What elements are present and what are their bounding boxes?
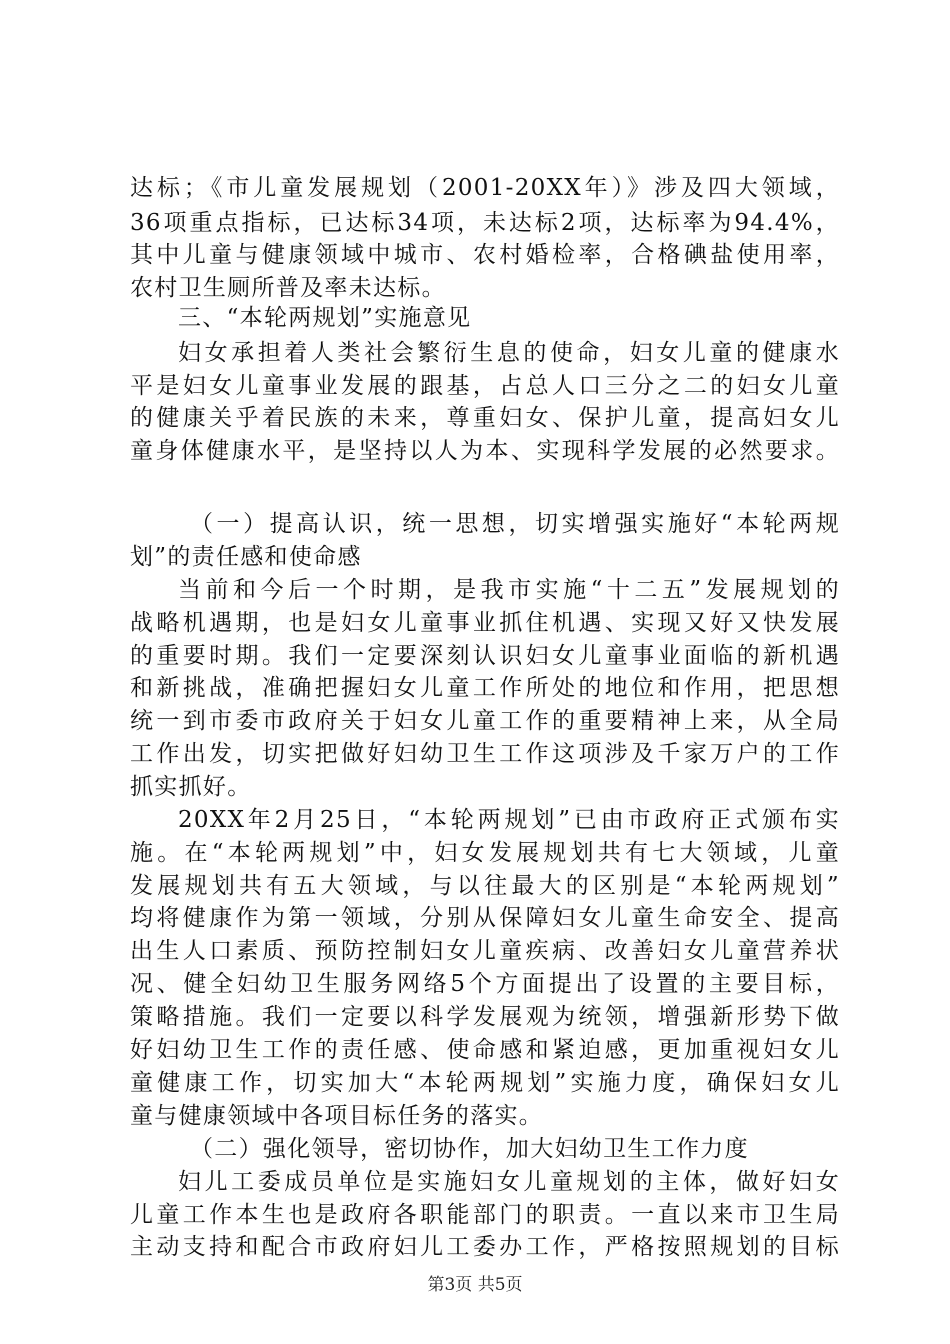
text-line: 儿童工作本生也是政府各职能部门的职责。一直以来市卫生局 (130, 1202, 840, 1228)
text-line: 36项重点指标，已达标34项，未达标2项，达标率为94.4%， (130, 210, 840, 236)
subsection-heading: （一）提高认识，统一思想，切实增强实施好“本轮两规 (190, 511, 840, 537)
text-line: 主动支持和配合市政府妇儿工委办工作，严格按照规划的目标 (130, 1234, 840, 1260)
page-number-footer: 第3页 共5页 (427, 1275, 523, 1295)
text-line: 抓实抓好。 (130, 774, 252, 800)
subsection-heading: （二）强化领导，密切协作，加大妇幼卫生工作力度 (190, 1136, 749, 1162)
text-line: 好妇幼卫生工作的责任感、使命感和紧迫感，更加重视妇女儿 (130, 1037, 840, 1063)
text-line: 况、健全妇幼卫生服务网络5个方面提出了设置的主要目标， (130, 971, 840, 997)
text-line: 施。在“本轮两规划”中，妇女发展规划共有七大领域，儿童 (130, 840, 840, 866)
text-line: 童身体健康水平，是坚持以人为本、实现科学发展的必然要求。 (130, 438, 840, 464)
text-line: 和新挑战，准确把握妇女儿童工作所处的地位和作用，把思想 (130, 675, 840, 701)
text-line: 统一到市委市政府关于妇女儿童工作的重要精神上来，从全局 (130, 708, 840, 734)
text-line: 出生人口素质、预防控制妇女儿童疾病、改善妇女儿童营养状 (130, 938, 840, 964)
text-line: 当前和今后一个时期，是我市实施“十二五”发展规划的 (178, 577, 840, 603)
section-heading: 三、“本轮两规划”实施意见 (178, 305, 472, 331)
text-line: 策略措施。我们一定要以科学发展观为统领，增强新形势下做 (130, 1004, 840, 1030)
text-line: 妇女承担着人类社会繁衍生息的使命，妇女儿童的健康水 (178, 340, 840, 366)
text-line: 均将健康作为第一领域，分别从保障妇女儿童生命安全、提高 (130, 905, 840, 931)
text-line: 战略机遇期，也是妇女儿童事业抓住机遇、实现又好又快发展 (130, 610, 840, 636)
text-line: 平是妇女儿童事业发展的跟基，占总人口三分之二的妇女儿童 (130, 373, 840, 399)
text-line: 童与健康领域中各项目标任务的落实。 (130, 1103, 544, 1129)
subsection-heading: 划”的责任感和使命感 (130, 544, 362, 570)
text-line: 农村卫生厕所普及率未达标。 (130, 275, 446, 301)
text-line: 其中儿童与健康领域中城市、农村婚检率，合格碘盐使用率， (130, 242, 840, 268)
text-line: 的健康关乎着民族的未来，尊重妇女、保护儿童，提高妇女儿 (130, 405, 840, 431)
text-line: 发展规划共有五大领域，与以往最大的区别是“本轮两规划” (130, 873, 840, 899)
text-line: 童健康工作，切实加大“本轮两规划”实施力度，确保妇女儿 (130, 1070, 840, 1096)
text-line: 达标；《市儿童发展规划（2001-20XX年）》涉及四大领域， (130, 175, 840, 201)
text-line: 工作出发，切实把做好妇幼卫生工作这项涉及千家万户的工作 (130, 741, 840, 767)
text-line: 20XX年2月25日，“本轮两规划”已由市政府正式颁布实 (178, 807, 840, 833)
text-line: 的重要时期。我们一定要深刻认识妇女儿童事业面临的新机遇 (130, 643, 840, 669)
text-line: 妇儿工委成员单位是实施妇女儿童规划的主体，做好妇女 (178, 1169, 840, 1195)
